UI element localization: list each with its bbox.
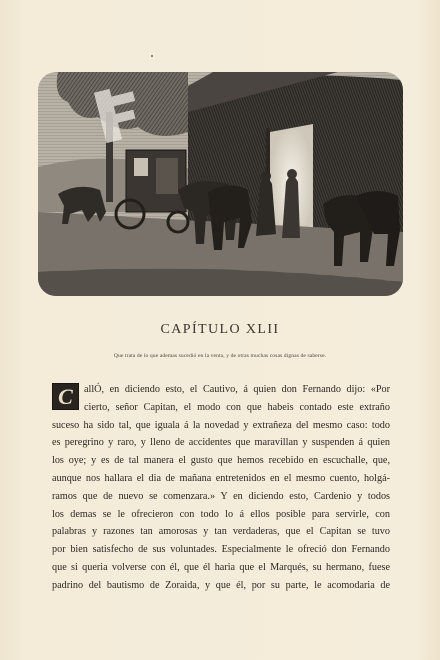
text-line: por bien satisfecho de sus voluntades. Especialmente le ofreció don Fernando: [52, 544, 390, 556]
text-line: los demas se le ofrecieron con todo lo á ellos posible para servirle, con: [52, 508, 390, 520]
text-line: que si queria volverse con él, que él haria que el Marqués, su hermano, fuese: [52, 561, 390, 573]
text-line: los oye; y es de tal manera el gusto que hemos recebido en escuchalle, que,: [52, 455, 390, 467]
text-line: suceso ha sido tal, que iguala á la novedad y extrañeza del mesmo caso: todo: [52, 419, 390, 431]
text-line: es peregrino y raro, y lleno de accidentes que maravillan y suspenden á quien: [52, 437, 390, 449]
text-line: ramos que de nuevo se comenzara.» Y en diciendo esto, Cardenio y todos: [52, 490, 390, 502]
text-line: cierto, señor Capitan, el modo con que habeis contado este extraño: [84, 401, 390, 413]
text-line: palabras y razones tan amorosas y tan verdaderas, que el Capitan se tuvo: [52, 526, 390, 538]
chapter-body: [52, 381, 390, 595]
chapter-illustration: [38, 72, 403, 296]
page-mark: [151, 55, 153, 57]
engraving-illustration-icon: [38, 72, 403, 296]
chapter-title: CAPÍTULO XLII: [160, 322, 280, 337]
text-line: aunque nos hallara el dia de mañana entretenidos en el mesmo cuento, holgá-: [52, 472, 390, 484]
text-line: allÓ, en diciendo esto, el Cautivo, á quien don Fernando dijo: «Por: [84, 384, 390, 395]
chapter-subtitle: Que trata de lo que ademas sucedió en la venta, y de otras muchas cosas dignas de saberse.: [113, 353, 327, 359]
text-line: padrino del bautismo de Zoraida, y que él, por su parte, le acomodaria de: [52, 579, 390, 591]
drop-cap-letter: C: [58, 383, 73, 409]
